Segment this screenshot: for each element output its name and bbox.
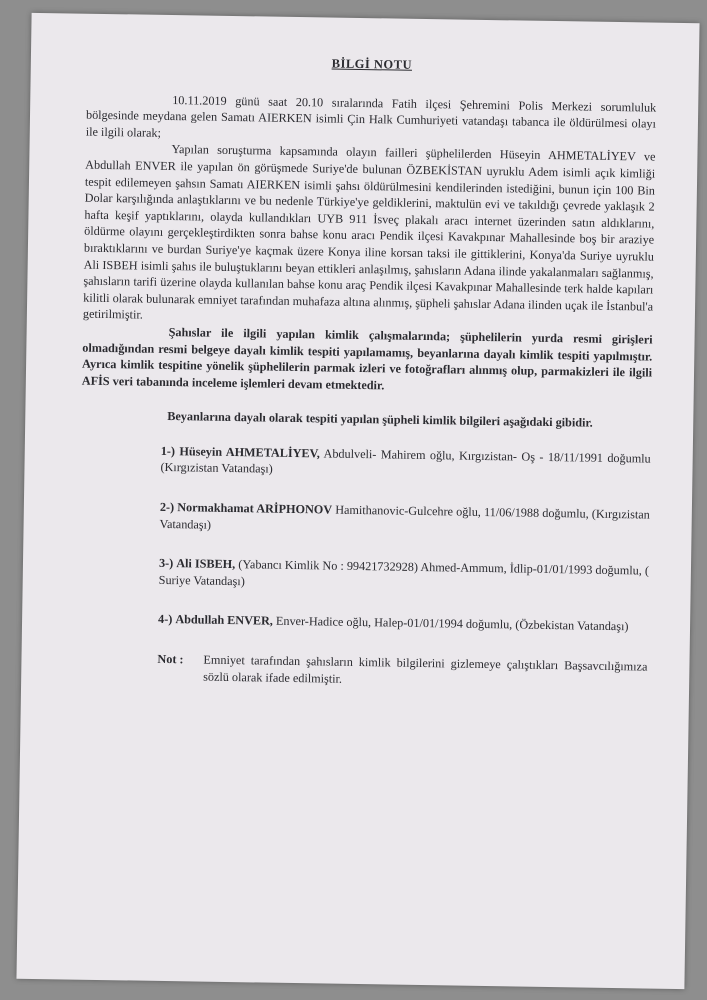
suspect-details: (Yabancı Kimlik No : 99421732928) Ahmed-Ammum, İdlip-01/01/1993 doğumlu, ( Suriye Vatandaşı) bbox=[158, 557, 650, 589]
suspect-number: 1-) bbox=[160, 443, 176, 458]
suspect-name: Abdullah ENVER, bbox=[175, 612, 274, 629]
suspect-number: 3-) bbox=[158, 556, 174, 571]
suspect-item-4 bbox=[78, 610, 648, 636]
suspect-number: 2-) bbox=[159, 499, 175, 515]
document-body bbox=[77, 52, 657, 692]
document-title: BİLGİ NOTU bbox=[331, 56, 413, 72]
note-block bbox=[77, 650, 647, 692]
paragraph-investigation: Yapılan soruşturma kapsamında olayın failleri şüphelilerden Hüseyin AHMETALİYEV ve Abdullah ENVER ile yapılan ön görüşmede Suriye'de bulunan ÖZBEKİSTAN uyruklu Adem isimli açık kimliği tespit edilemeyen şahsın Samatı AIERKEN isimli şahsı öldürülmesini kendilerinden istediğini, bunun için 100 Bin Dolar karşılığında anlaştıklarını ve bu nedenle Türkiye'ye geldiklerini, maktulün evi ve takıldığı çevrede yaklaşık 2 hafta keşif yaptıklarını, olayda kullandıkları UYB 911 İsveç plakalı aracı internet üzerinden satın aldıklarını, öldürme olayını gerçekleştirdikten sonra bahse konu aracı Pendik ilçesi Kavakpınar Mahallesinde boş bir araziye bıraktıklarını ve burdan Suriye'ye kaçmak üzere Konya iline korsan taksi ile gittiklerini, Konya'da Suriye uyruklu Ali ISBEH isimli şahıs ile buluştuklarını beyan ettikleri anlaşılmış, şahısların Adana ilinde yakalanmaları sağlanmış, şahısların tarifi üzerine olayda kullanılan bahse konu araç Pendik ilçesi Kavakpınar Mahallesinde terk halde kapıları kilitli olarak bulunarak emniyet tarafından muhafaza altına alınmış, şüpheli şahıslar Adana ilinden uçak ile İstanbul'a getirilmiştir. bbox=[82, 142, 656, 322]
document-page bbox=[16, 13, 699, 989]
note-label: Not : bbox=[157, 651, 184, 667]
suspect-details: Enver-Hadice oğlu, Halep-01/01/1994 doğumlu, (Özbekistan Vatandaşı) bbox=[275, 614, 629, 634]
suspect-details: Abdulveli- Mahirem oğlu, Kırgızistan- Oş - 18/11/1991 doğumlu (Kırgızistan Vatandaşı) bbox=[160, 446, 651, 477]
suspect-name: Ali ISBEH, bbox=[176, 556, 236, 572]
paragraph-intro: 10.11.2019 günü saat 20.10 sıralarında Fatih ilçesi Şehremini Polis Merkezi sorumluluk bölgesinde meydana gelen Samatı AIERKEN isimli Çin Halk Cumhuriyeti vatandaşı tabanca ile öldürülmesi olayı ile ilgili olarak; bbox=[85, 92, 657, 140]
suspect-item-3 bbox=[79, 554, 649, 596]
suspect-name: Normakhamat ARİPHONOV bbox=[177, 500, 333, 517]
suspect-number: 4-) bbox=[158, 612, 173, 627]
paragraph-suspects-intro: Beyanlarına dayalı olarak tespiti yapılan şüpheli kimlik bilgileri aşağıdaki gibidir. bbox=[167, 409, 593, 430]
suspect-item-2 bbox=[79, 498, 649, 540]
note-text: Emniyet tarafından şahısların kimlik bilgilerini gizlemeye çalıştıkları Başsavcılığımıza sözlü olarak ifade edilmiştir. bbox=[203, 652, 648, 686]
suspect-details: Hamithanovic-Gulcehre oğlu, 11/06/1988 doğumlu, (Kırgızistan Vatandaşı) bbox=[159, 502, 650, 532]
paragraph-identity-work: Şahıslar ile ilgili yapılan kimlik çalışmalarında; şüphelilerin yurda resmi girişleri olmadığından resmi belgeye dayalı kimlik tespiti yapılamamış, beyanlarına dayalı kimlik tespiti yapılmıştır. Ayrıca kimlik tespitine yönelik şüphelilerin parmak izleri ve fotoğrafları alınmış olup, parmakizleri ile ilgili AFİS veri tabanında inceleme işlemleri devam etmektedir. bbox=[81, 324, 653, 393]
suspect-name: Hüseyin AHMETALİYEV, bbox=[179, 444, 320, 461]
